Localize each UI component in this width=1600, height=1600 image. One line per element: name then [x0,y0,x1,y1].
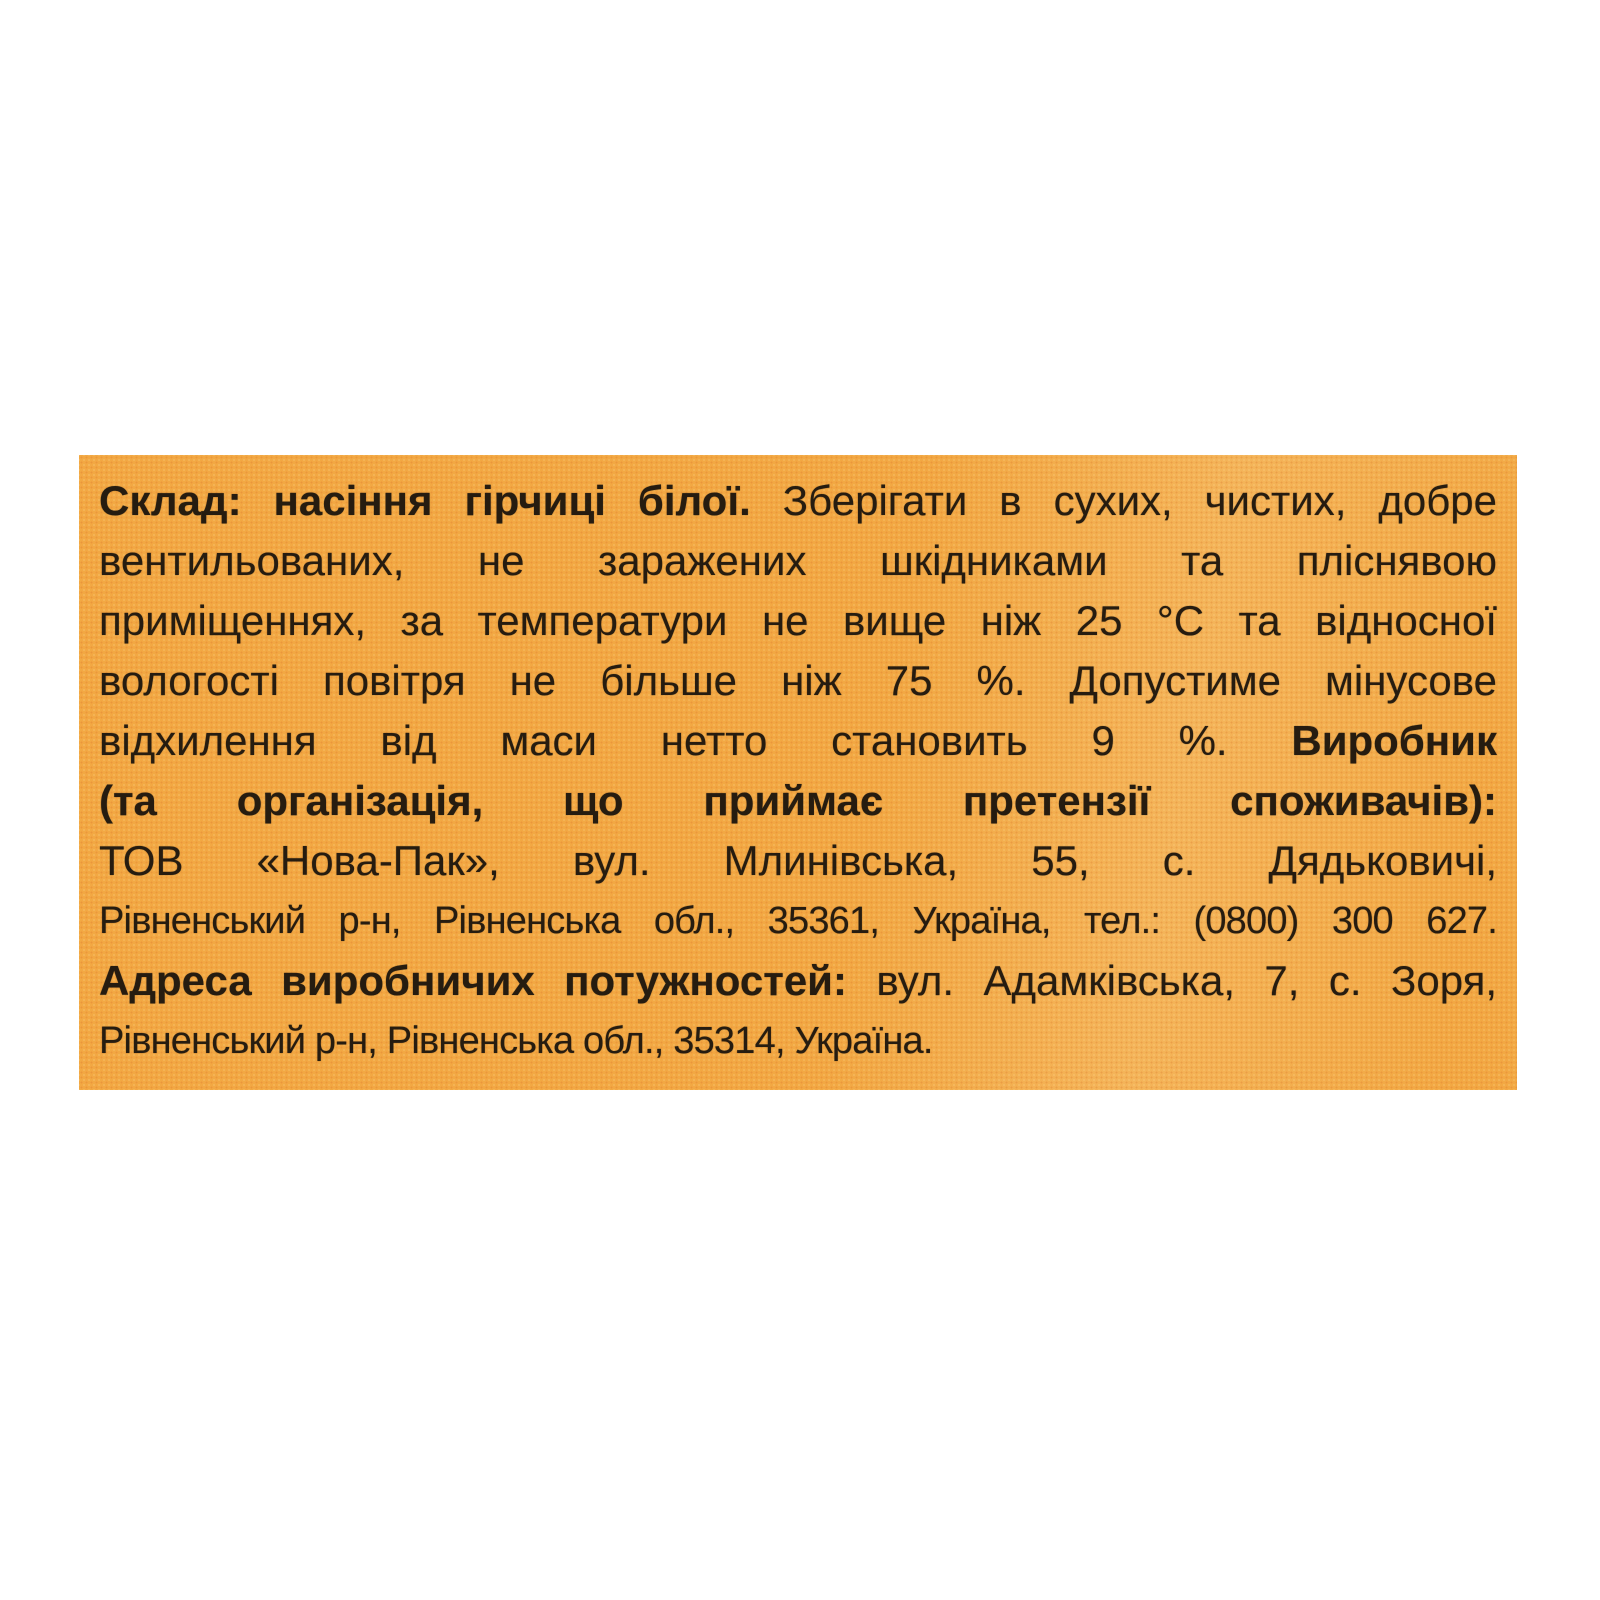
label-line-composition [99,471,1497,531]
storage-text-4: вологості повітря не більше ніж 75 %. Допустиме мінусове [99,657,1497,704]
facility-region-text: Рівненський р-н, Рівненська обл., 35314, Україна. [99,1020,933,1062]
composition-heading-text: Склад: насіння гірчиці білої. [99,477,751,524]
label-line-deviation [99,711,1497,771]
manufacturer-name-address: ТОВ «Нова-Пак», вул. Млинівська, 55, с. Дядьковичі, [99,837,1497,884]
storage-text-2: вентильованих, не заражених шкідниками та пліснявою [99,537,1497,584]
deviation-text: відхилення від маси нетто становить 9 %. [99,717,1292,764]
label-line-manufacturer-heading [99,771,1497,831]
manufacturer-heading-cont: (та організація, що приймає претензії споживачів): [99,777,1497,824]
label-line-storage-4 [99,651,1497,711]
manufacturer-heading-start: Виробник [1291,717,1497,764]
storage-text-3: приміщеннях, за температури не вище ніж 25 °С та відносної [99,597,1497,644]
label-line-manufacturer-region [99,891,1497,951]
label-line-storage-3 [99,591,1497,651]
product-label [79,455,1517,1090]
facility-address-text: вул. Адамківська, 7, с. Зоря, [846,957,1497,1004]
manufacturer-region-phone: Рівненський р-н, Рівненська обл., 35361, Україна, тел.: (0800) 300 627. [99,900,1497,942]
storage-text-start: Зберігати в сухих, чистих, добре [750,477,1497,524]
facility-heading-text: Адреса виробничих потужностей: [99,957,847,1004]
label-line-manufacturer-name [99,831,1497,891]
label-line-facility-region [99,1011,1497,1071]
label-line-storage-2 [99,531,1497,591]
label-line-facility-heading [99,951,1497,1011]
